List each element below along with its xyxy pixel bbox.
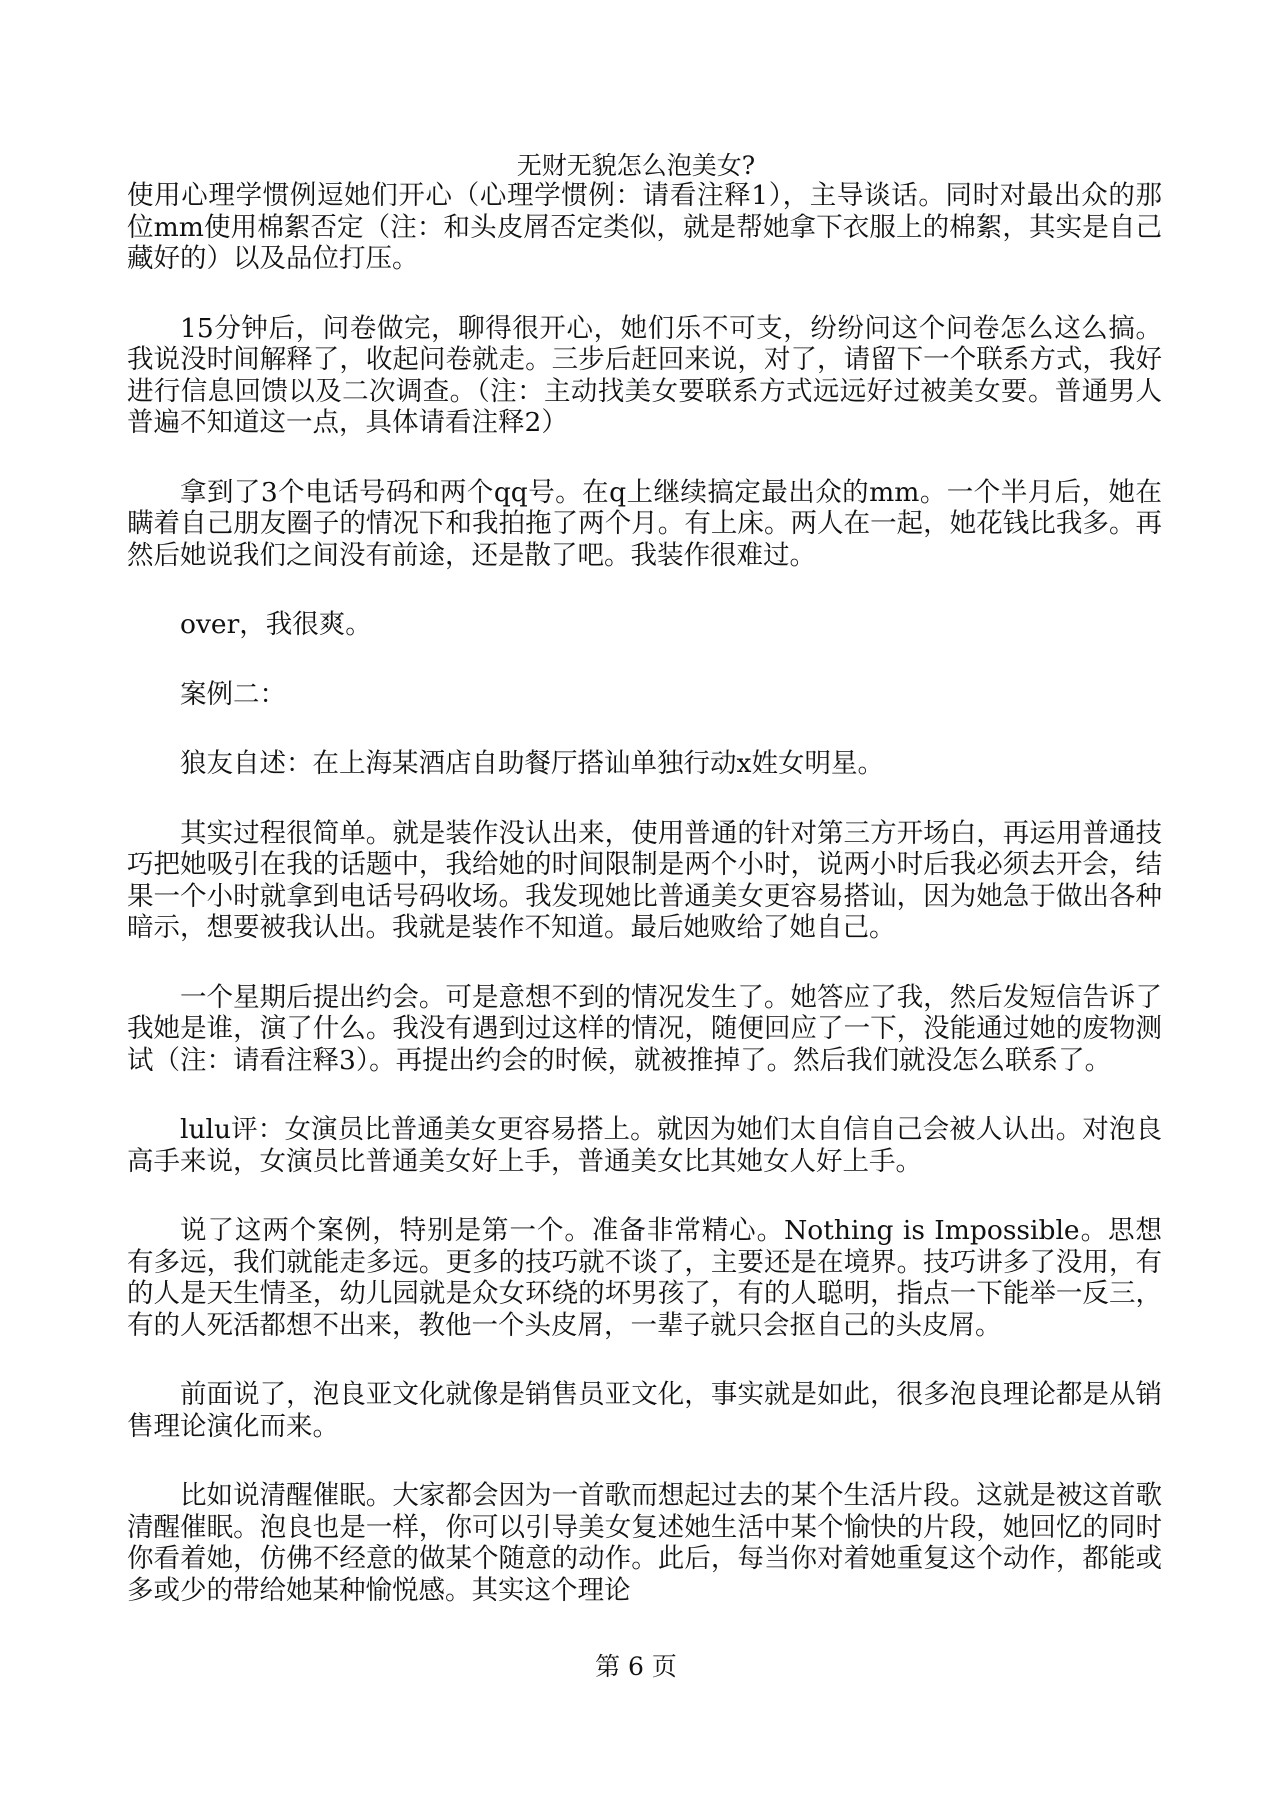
document-title: 无财无貌怎么泡美女? — [516, 151, 756, 180]
paragraph: 使用心理学惯例逗她们开心（心理学惯例：请看注释1），主导谈话。同时对最出众的那位mm使用棉絮否定（注：和头皮屑否定类似，就是帮她拿下衣服上的棉絮，其实是自己藏好的）以及品位打压。 — [127, 180, 1162, 274]
paragraph: 拿到了3个电话号码和两个qq号。在q上继续搞定最出众的mm。一个半月后，她在瞒着自己朋友圈子的情况下和我拍拖了两个月。有上床。两人在一起，她花钱比我多。再然后她说我们之间没有前途，还是散了吧。我装作很难过。 — [127, 476, 1162, 571]
paragraph: 一个星期后提出约会。可是意想不到的情况发生了。她答应了我，然后发短信告诉了我她是谁，演了什么。我没有遇到过这样的情况，随便回应了一下，没能通过她的废物测试（注：请看注释3）。再提出约会的时候，就被推掉了。然后我们就没怎么联系了。 — [127, 981, 1162, 1076]
section-heading: 案例二： — [180, 678, 286, 710]
page-number: 第 6 页 — [595, 1652, 677, 1681]
paragraph: 15分钟后，问卷做完，聊得很开心，她们乐不可支，纷纷问这个问卷怎么这么搞。我说没时间解释了，收起问卷就走。三步后赶回来说，对了，请留下一个联系方式，我好进行信息回馈以及二次调查。（注：主动找美女要联系方式远远好过被美女要。普通男人普遍不知道这一点，具体请看注释2） — [127, 312, 1162, 438]
document-body — [127, 180, 1162, 1644]
paragraph: 其实过程很简单。就是装作没认出来，使用普通的针对第三方开场白，再运用普通技巧把她吸引在我的话题中，我给她的时间限制是两个小时，说两小时后我必须去开会，结果一个小时就拿到电话号码收场。我发现她比普通美女更容易搭讪，因为她急于做出各种暗示，想要被我认出。我就是装作不知道。最后她败给了她自己。 — [127, 817, 1162, 943]
paragraph: 比如说清醒催眠。大家都会因为一首歌而想起过去的某个生活片段。这就是被这首歌清醒催眠。泡良也是一样，你可以引导美女复述她生活中某个愉快的片段，她回忆的同时你看着她，仿佛不经意的做某个随意的动作。此后，每当你对着她重复这个动作，都能或多或少的带给她某种愉悦感。其实这个理论 — [127, 1480, 1162, 1606]
paragraph: 前面说了，泡良亚文化就像是销售员亚文化，事实就是如此，很多泡良理论都是从销售理论演化而来。 — [127, 1379, 1162, 1442]
paragraph: over，我很爽。 — [180, 609, 372, 640]
paragraph: 说了这两个案例，特别是第一个。准备非常精心。Nothing is Impossible。思想有多远，我们就能走多远。更多的技巧就不谈了，主要还是在境界。技巧讲多了没用，有的人是天生情圣，幼儿园就是众女环绕的坏男孩了，有的人聪明，指点一下能举一反三，有的人死活都想不出来，教他一个头皮屑，一辈子就只会抠自己的头皮屑。 — [127, 1215, 1162, 1341]
paragraph: lulu评：女演员比普通美女更容易搭上。就因为她们太自信自己会被人认出。对泡良高手来说，女演员比普通美女好上手，普通美女比其她女人好上手。 — [127, 1114, 1162, 1177]
paragraph: 狼友自述：在上海某酒店自助餐厅搭讪单独行动x姓女明星。 — [180, 748, 884, 779]
